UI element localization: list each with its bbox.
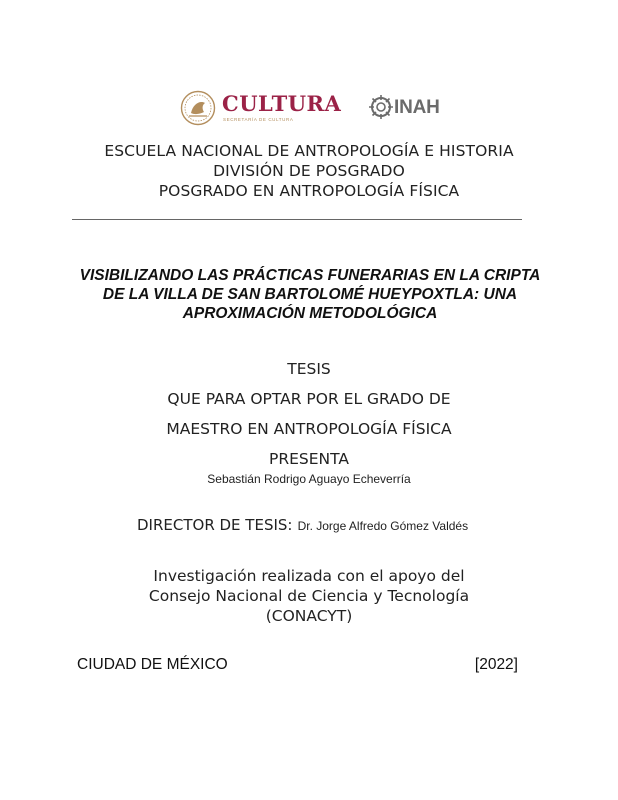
funding-line-1: Investigación realizada con el apoyo del xyxy=(153,567,465,585)
degree-name: MAESTRO EN ANTROPOLOGÍA FÍSICA xyxy=(166,420,452,438)
thesis-title xyxy=(60,266,560,323)
cultura-wordmark: CULTURA xyxy=(222,91,342,116)
city: CIUDAD DE MÉXICO xyxy=(77,656,228,673)
institution-school: ESCUELA NACIONAL DE ANTROPOLOGÍA E HISTORIA xyxy=(104,142,514,160)
thesis-title-line-2: DE LA VILLA DE SAN BARTOLOMÉ HUEYPOXTLA: UNA xyxy=(102,286,518,303)
inah-emblem-icon xyxy=(368,94,394,120)
presenter-label: PRESENTA xyxy=(268,450,349,468)
degree-statement xyxy=(0,354,618,474)
director-name: Dr. Jorge Alfredo Gómez Valdés xyxy=(297,519,469,533)
institution-division: DIVISIÓN DE POSGRADO xyxy=(213,162,405,180)
director-label: DIRECTOR DE TESIS: xyxy=(137,516,293,534)
header-divider xyxy=(72,219,522,220)
cultura-logo xyxy=(180,90,345,126)
funding-line-2: Consejo Nacional de Ciencia y Tecnología xyxy=(148,587,470,605)
cultura-tagline: SECRETARÍA DE CULTURA xyxy=(223,117,294,122)
mexico-seal-icon xyxy=(180,90,216,126)
inah-logo xyxy=(368,94,458,124)
funding-line-3: (CONACYT) xyxy=(265,607,353,625)
author-name: Sebastián Rodrigo Aguayo Echeverría xyxy=(207,472,411,486)
funding-acknowledgement xyxy=(0,566,618,626)
year: [2022] xyxy=(474,656,518,673)
thesis-director xyxy=(137,515,468,534)
institution-header xyxy=(0,141,618,201)
degree-purpose: QUE PARA OPTAR POR EL GRADO DE xyxy=(167,390,451,408)
institution-program: POSGRADO EN ANTROPOLOGÍA FÍSICA xyxy=(158,182,460,200)
inah-wordmark: INAH xyxy=(394,97,440,118)
degree-type: TESIS xyxy=(287,360,331,378)
thesis-title-line-1: VISIBILIZANDO LAS PRÁCTICAS FUNERARIAS EN LA CRIPTA xyxy=(79,267,541,284)
thesis-title-line-3: APROXIMACIÓN METODOLÓGICA xyxy=(182,305,438,322)
logos-row xyxy=(0,88,618,128)
